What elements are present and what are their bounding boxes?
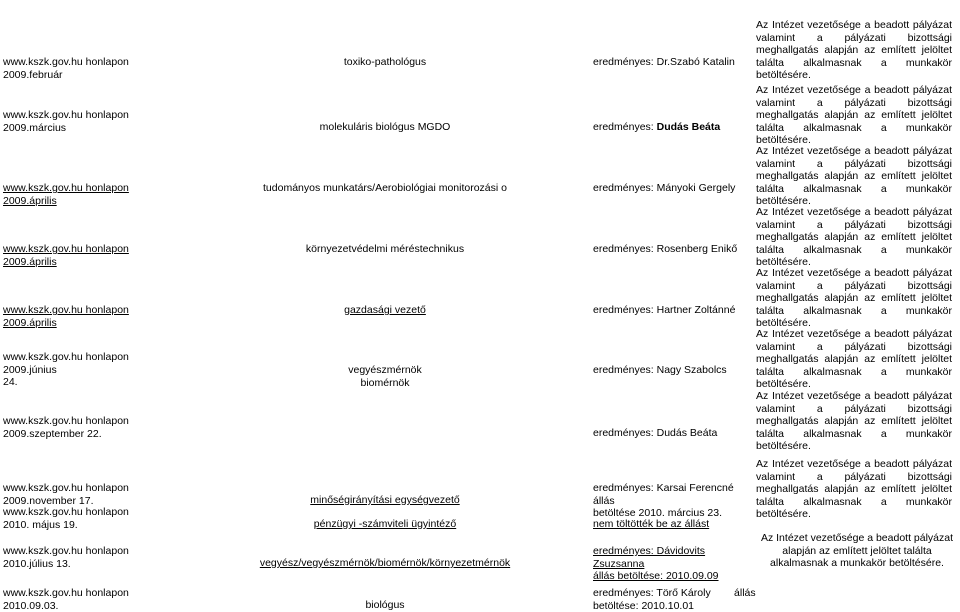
decision-cell: Az Intézet vezetősége a beadott pályázat alapján az említett jelöltet találta alkalmasnak a munkakör betöltésére. — [760, 532, 954, 569]
result-cell: eredményes: Dudás Beáta — [593, 427, 718, 439]
result-name: Dudás Beáta — [656, 121, 721, 133]
source-cell: www.kszk.gov.hu honlapon 2010. május 19. — [3, 506, 129, 531]
position-cell: gazdasági vezető — [344, 304, 426, 316]
result-cell: nem töltötték be az állást — [593, 518, 710, 530]
position-cell: toxiko-pathológus — [343, 56, 427, 68]
result-cell: eredményes: Rosenberg Enikő — [593, 243, 738, 255]
decision-cell: Az Intézet vezetősége a beadott pályázat valamint a pályázati bizottsági meghallgatás alapján az említett jelöltet találta alkalmasnak a munkakör betöltésére. — [756, 328, 952, 390]
position-cell: minőségirányítási egységvezető — [310, 494, 460, 506]
decision-cell: Az Intézet vezetősége a beadott pályázat valamint a pályázati bizottsági meghallgatás alapján az említett jelöltet találta alkalmasnak a munkakör betöltésére. — [756, 19, 952, 81]
position-cell: tudományos munkatárs/Aerobiológiai monitorozási o — [263, 182, 507, 194]
result-cell: eredményes: Nagy Szabolcs — [593, 364, 727, 376]
result-label: eredményes: — [593, 121, 657, 133]
decision-cell: Az Intézet vezetősége a beadott pályázat valamint a pályázati bizottsági meghallgatás alapján az említett jelöltet találta alkalmasnak a munkakör betöltésére. — [756, 206, 952, 268]
result-cell: eredményes: Karsai Ferencné állás betöltése 2010. március 23. — [593, 482, 734, 519]
result-cell: eredményes: Törő Károly állás betöltése: 2010.10.01 — [593, 587, 756, 612]
source-cell: www.kszk.gov.hu honlapon 2009.november 17. — [3, 482, 129, 507]
position-cell: vegyész/vegyészmérnök/biomérnök/környezetmérnök — [259, 557, 511, 569]
source-cell: www.kszk.gov.hu honlapon 2009.április — [3, 304, 129, 329]
decision-cell: Az Intézet vezetősége a beadott pályázat valamint a pályázati bizottsági meghallgatás alapján az említett jelöltet találta alkalmasnak a munkakör betöltésére. — [756, 267, 952, 329]
position-cell: biológus — [365, 599, 405, 611]
source-cell: www.kszk.gov.hu honlapon 2009.február — [3, 56, 129, 81]
source-cell: www.kszk.gov.hu honlapon 2009.március — [3, 109, 129, 134]
result-cell: eredményes: Dávidovits Zsuzsanna állás betöltése: 2010.09.09 — [593, 545, 719, 582]
result-cell — [593, 121, 743, 134]
source-cell: www.kszk.gov.hu honlapon 2009.április — [3, 182, 129, 207]
source-cell: www.kszk.gov.hu honlapon 2010.július 13. — [3, 545, 129, 570]
decision-cell: Az Intézet vezetősége a beadott pályázat valamint a pályázati bizottsági meghallgatás alapján az említett jelöltet találta alkalmasnak a munkakör betöltésére. — [756, 458, 952, 520]
source-cell: www.kszk.gov.hu honlapon 2009.április — [3, 243, 129, 268]
decision-cell: Az Intézet vezetősége a beadott pályázat valamint a pályázati bizottsági meghallgatás alapján az említett jelöltet találta alkalmasnak a munkakör betöltésére. — [756, 145, 952, 207]
result-cell: eredményes: Hartner Zoltánné — [593, 304, 736, 316]
position-cell: vegyészmérnök biomérnök — [348, 364, 422, 389]
source-cell: www.kszk.gov.hu honlapon 2009.szeptember 22. — [3, 415, 129, 440]
result-cell: eredményes: Mányoki Gergely — [593, 182, 736, 194]
decision-cell: Az Intézet vezetősége a beadott pályázat valamint a pályázati bizottsági meghallgatás alapján az említett jelöltet találta alkalmasnak a munkakör betöltésére. — [756, 390, 952, 452]
position-cell: molekuláris biológus MGDO — [319, 121, 451, 133]
decision-cell: Az Intézet vezetősége a beadott pályázat valamint a pályázati bizottsági meghallgatás alapján az említett jelöltet találta alkalmasnak a munkakör betöltésére. — [756, 84, 952, 146]
source-cell: www.kszk.gov.hu honlapon 2010.09.03. — [3, 587, 129, 612]
result-cell: eredményes: Dr.Szabó Katalin — [593, 56, 735, 68]
position-cell: környezetvédelmi méréstechnikus — [305, 243, 465, 255]
source-cell: www.kszk.gov.hu honlapon 2009.június 24. — [3, 351, 129, 388]
position-cell: pénzügyi -számviteli ügyintéző — [313, 518, 457, 530]
